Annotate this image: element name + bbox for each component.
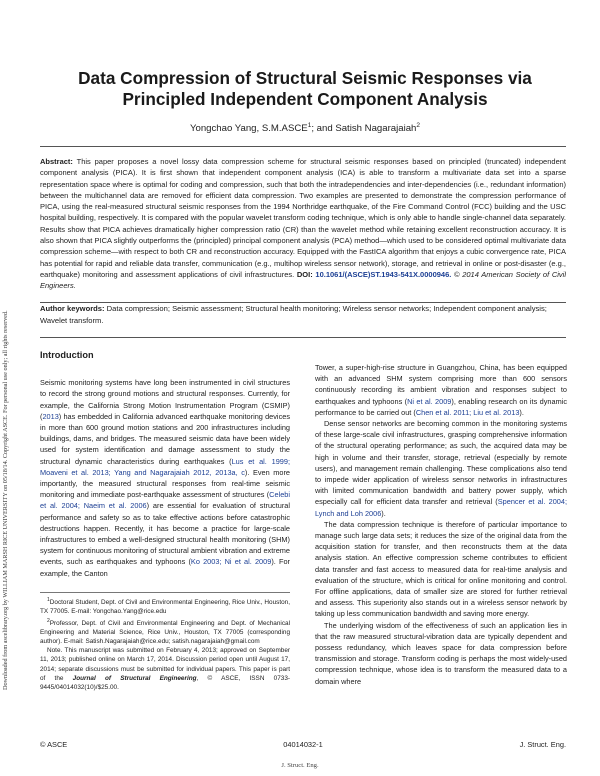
- abstract-copyright: © 2014 American Society of Civil Engineers.: [40, 269, 566, 291]
- note-text: , © ASCE, ISSN 0733-9445/04014032(10)/$25.00.: [40, 674, 290, 692]
- right-paragraph-1: [315, 362, 567, 418]
- footnote-1: [40, 596, 290, 617]
- section-heading-introduction: Introduction: [40, 350, 94, 360]
- author-2-affil: 2: [416, 122, 421, 129]
- text-run: Dense sensor networks are becoming common in the monitoring systems of these large-scale civil infrastructures, grasping comprehensive information of the structural operating performance; as such, the acquired data may be high in volume and their transfer, storage, retrieval (especially by remote users), and management remain challenging. These complications also tend to impede wider application of wireless sensor networks in infrastructures with limited communication bandwidth and battery power supply, which especially call for efficient data transfer and retrieval (: [315, 419, 567, 507]
- doi-label: DOI:: [296, 269, 313, 279]
- text-run: ) are essential for evaluation of structural performance and safety so as to take effective actions before catastrophic destructions happen. Recently, it has become a practice for large-scale infrastructures to embed a well-designed structural health monitoring (SHM) system for continuous monitoring of structural ambient vibration and extreme events, such as earthquakes and typhoons (: [40, 501, 290, 567]
- right-column: [315, 362, 567, 736]
- author-line: [40, 122, 570, 134]
- citation-link[interactable]: Ko 2003; Ni et al. 2009: [190, 557, 272, 567]
- keywords-text: Data compression; Seismic assessment; Structural health monitoring; Wireless sensor networks; Independent component analysis; Wavelet transform.: [40, 304, 547, 325]
- author-1-affil: 1: [307, 122, 312, 129]
- citation-link[interactable]: Chen et al. 2011; Liu et al. 2013: [415, 407, 520, 417]
- download-sidebar-note: [2, 150, 14, 690]
- keywords-label: Author keywords:: [40, 304, 105, 313]
- journal-name: Journal of Structural Engineering: [72, 674, 197, 682]
- paper-title: [40, 68, 570, 110]
- footnote-marker: 2: [47, 617, 50, 624]
- text-run: Seismic monitoring systems have long been instrumented in civil structures to record the strong ground motions and structural responses. Currently, for example, the California Strong Motion Instrumentation Program (CSMIP) (: [40, 378, 290, 421]
- footer-article-number: 04014032-1: [283, 740, 323, 749]
- footer-publisher: © ASCE: [40, 740, 68, 749]
- footer-journal: J. Struct. Eng.: [519, 740, 566, 749]
- text-run: ) has embedded in California advanced earthquake monitoring devices in more than 600 ground motion stations and 200 infrastructures including buildings, dams, and bridges. The measured seismic data have been widely used for system identification and damage assessment to study the structural dynamic characteristics during earthquakes (: [40, 411, 290, 466]
- footnote-marker: 1: [47, 597, 50, 603]
- right-paragraph-2: [315, 418, 567, 519]
- abstract-text: This paper proposes a novel lossy data compression scheme for structural seismic responses based on principled (truncated) independent component analysis (PICA). It is first shown that independent component analysis (ICA) is able to transform a multivariate data set into a sparse representation space where is optimal for coding and compression, such that both the intradependencies and inter-dependencies (i.e., redundant information) between the multichannel data are removed for efficient data compression. Two examples are presented to demonstrate the compression performance of PICA, using the real-measured structural seismic responses from the 1994 Northridge earthquake, of the Fire Command Control (FCC) building and the USC hospital building, respectively. It is compared with the popular wavelet transform coding technique, which is only able to handle single-channel data separately. Results show that PICA achieves dramatically higher compression ratio (CR) than the wavelet method while retaining excellent reconstruction accuracy. It is also shown that PICA slightly outperforms the (principled) principal component analysis (PCA) method—which used to be considered optimal multivariate data compression scheme—with respect to both CR and reconstruction accuracy. Equipped with the FastICA algorithm that enjoys a cubic convergence rate, PICA has potential for rapid and reliable data transfer, communication (e.g., multihop wireless sensor network), storage, and retrieval in online or post-disaster (e.g., earthquake) monitoring and assessment applications of civil infrastructures.: [40, 157, 566, 279]
- abstract-label: Abstract:: [40, 157, 73, 166]
- note-text: Note. This manuscript was submitted on February 4, 2013; approved on September 11, 2013; published online on March 17, 2014. Discussion period open until August 17, 2014; separate discussions must be submitted for individual papers. This paper is part of the: [40, 647, 290, 682]
- manuscript-note: [40, 646, 290, 692]
- text-run: Tower, a super-high-rise structure in Guangzhou, China, has been equipped with an advanced SHM system comprising more than 600 sensors continuously recording its ambient vibration and responses subject to earthquakes and typhoons (: [315, 363, 567, 406]
- text-run: ). Even more importantly, the measured structural responses from real-time seismic monitoring and immediate post-earthquake assessment of structures (: [40, 467, 290, 500]
- citation-link[interactable]: Celebi et al. 2004; Naeim et al. 2006: [40, 490, 290, 511]
- right-paragraph-3: The data compression technique is therefore of particular importance to manage such large data sets; it reduces the size of the original data from the acquisition station for transfer, and then reconstructs them at the data analysis station. An effective compression scheme contributes to efficient data transfer and fast access to measured data for real-time analysis and evaluation of the structure, which is critical for online monitoring and control. For offline applications, data of smaller size are stored for further retrieval and assess. This superiority also stands out in a wireless sensor network by taking up less communication bandwidth and saving more energy.: [315, 519, 567, 619]
- citation-link[interactable]: Spencer et al. 2004; Lynch and Loh 2006: [315, 497, 567, 518]
- text-run: ), enabling research on its dynamic performance to be carried out (: [315, 396, 567, 417]
- footnote-2: [40, 617, 290, 647]
- text-run: ). For example, the Canton: [40, 557, 290, 578]
- download-notice: Downloaded from ascelibrary.org by WILLIAM MARSH RICE UNIVERSITY on 05/18/14. Copyright ASCE. For personal use only; all rights reserved.: [2, 310, 9, 690]
- introduction-body: [40, 377, 290, 611]
- citation-link[interactable]: 2013: [42, 411, 59, 421]
- footnote-text: Professor, Dept. of Civil and Environmental Engineering and Dept. of Mechanical Engineering and Material Science, Rice Univ., Houston, TX 77005 (corresponding author). E-mail: Satish.Nagarajaiah@rice.edu; satish.nagarajaiah@gmail.com: [40, 619, 290, 646]
- right-paragraph-4: The underlying wisdom of the effectiveness of such an application lies in that the raw measured structural-vibration data are typically dependent and possess redundancy, which leaves space for data compression before transmission and storage. Transform coding is perhaps the most widely-used compression technique, whose idea is to transform the measured data to a domain where: [315, 620, 567, 686]
- text-run: ).: [519, 407, 524, 417]
- title-line-1: Data Compression of Structural Seismic Responses via: [78, 68, 532, 88]
- footnotes: [40, 592, 290, 692]
- citation-link[interactable]: Lus et al. 1999; Moaveni et al. 2013; Yang and Nagarajaiah 2012, 2013a, c: [40, 456, 290, 477]
- footnote-text: Doctoral Student, Dept. of Civil and Environmental Engineering, Rice Univ., Houston, TX 77005. E-mail: Yongchao.Yang@rice.edu: [40, 599, 290, 616]
- text-run: ).: [381, 508, 386, 518]
- author-separator: ; and Satish Nagarajaiah: [311, 123, 417, 135]
- doi-link[interactable]: 10.1061/(ASCE)ST.1943-541X.0000946.: [315, 269, 452, 279]
- abstract: [40, 146, 566, 303]
- title-line-2: Principled Independent Component Analysis: [122, 89, 488, 109]
- intro-paragraph-1: [40, 377, 290, 579]
- running-footer: J. Struct. Eng.: [281, 762, 319, 769]
- right-column-body: [315, 362, 567, 736]
- author-keywords: [40, 303, 566, 338]
- citation-link[interactable]: Ni et al. 2009: [407, 396, 452, 406]
- author-1: Yongchao Yang, S.M.ASCE: [189, 123, 308, 135]
- left-column: [40, 350, 290, 611]
